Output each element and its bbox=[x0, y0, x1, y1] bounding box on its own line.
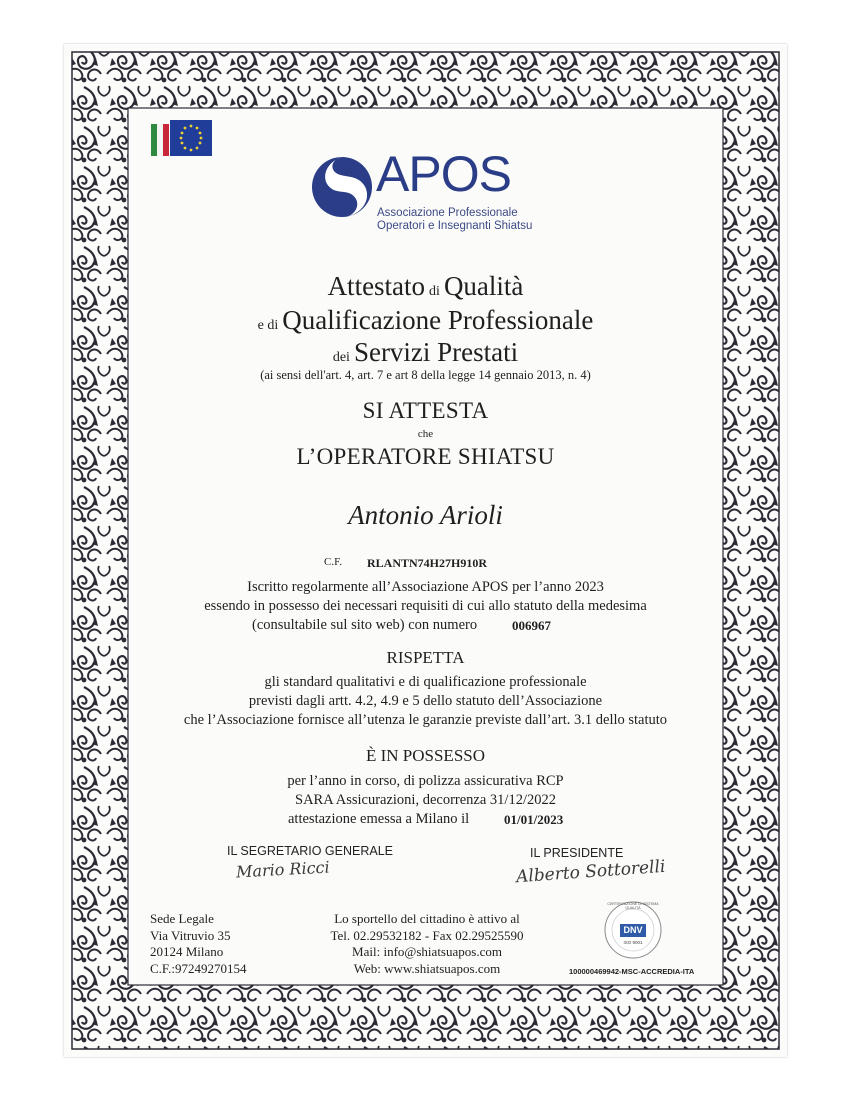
heading-in-possesso: È IN POSSESSO bbox=[365, 746, 486, 765]
secretary-label: IL SEGRETARIO GENERALE bbox=[227, 844, 394, 858]
logo-subtitle-line1: Associazione Professionale bbox=[377, 207, 518, 219]
heading-operatore: L’OPERATORE SHIATSU bbox=[296, 444, 555, 469]
rispetta-line1: gli standard qualitativi e di qualificazione professionale bbox=[264, 674, 587, 690]
registration-line2: essendo in possesso dei necessari requisiti di cui allo statuto della medesima bbox=[204, 598, 647, 614]
rispetta-line2: previsti dagli artt. 4.2, 4.9 e 5 dello statuto dell’Associazione bbox=[248, 693, 603, 709]
title-line3 bbox=[64, 336, 787, 368]
title-word-attestato: Attestato bbox=[327, 271, 426, 301]
cf-value: RLANTN74H27H910R bbox=[367, 556, 488, 570]
contacts bbox=[302, 911, 552, 977]
heading-rispetta: RISPETTA bbox=[386, 648, 465, 667]
possesso-line2: SARA Assicurazioni, decorrenza 31/12/2022 bbox=[295, 792, 556, 808]
seat-line3: 20124 Milano bbox=[150, 944, 224, 959]
word-che: che bbox=[417, 428, 434, 440]
seat-line2: Via Vitruvio 35 bbox=[150, 927, 231, 943]
possesso-line1: per l’anno in corso, di polizza assicurativa RCP bbox=[287, 773, 564, 789]
registration-line3: (consultabile sul sito web) con numero bbox=[252, 617, 478, 633]
member-number: 006967 bbox=[512, 618, 551, 633]
contacts-web: Web: www.shiatsuapos.com bbox=[353, 960, 501, 976]
title-line2 bbox=[64, 304, 787, 336]
certificate-paper bbox=[64, 44, 787, 1057]
cf-label: C.F. bbox=[324, 556, 343, 568]
contacts-mail: Mail: info@shiatsuapos.com bbox=[352, 944, 502, 959]
president-label: IL PRESIDENTE bbox=[530, 846, 624, 860]
rispetta-line3: che l’Associazione fornisce all’utenza le garanzie previste dall’art. 3.1 dello statuto bbox=[183, 712, 668, 728]
holder-name: Antonio Arioli bbox=[348, 500, 503, 530]
president-signature: Alberto Sottorelli bbox=[515, 856, 667, 888]
legal-reference: (ai sensi dell'art. 4, art. 7 e art 8 della legge 14 gennaio 2013, n. 4) bbox=[260, 368, 591, 382]
title-line1 bbox=[64, 270, 787, 302]
title-word-qualita: Qualità bbox=[443, 271, 524, 301]
title-word-qualificazione: Qualificazione Professionale bbox=[282, 305, 594, 335]
cert-code: 100000469942-MSC-ACCREDIA-ITA bbox=[569, 967, 695, 976]
logo-subtitle-line2: Operatori e Insegnanti Shiatsu bbox=[377, 220, 533, 232]
seat-line4: C.F.:97249270154 bbox=[150, 960, 247, 976]
italy-eu-flag bbox=[151, 120, 213, 158]
seat-line1: Sede Legale bbox=[150, 911, 214, 926]
legal-seat bbox=[150, 911, 246, 977]
title-word-servizi: Servizi Prestati bbox=[353, 337, 519, 367]
contacts-line1: Lo sportello del cittadino è attivo al bbox=[334, 911, 520, 926]
issue-date: 01/01/2023 bbox=[504, 812, 564, 827]
cert-top-text: CERTIFICAZIONE DI SISTEMA QUALITÀ bbox=[607, 902, 659, 910]
heading-si-attesta: SI ATTESTA bbox=[362, 398, 489, 423]
title-small-dei: dei bbox=[332, 350, 350, 365]
secretary-signature: Mario Ricci bbox=[235, 857, 331, 882]
logo-name: APOS bbox=[376, 146, 511, 202]
registration-line1: Iscritto regolarmente all’Associazione APOS per l’anno 2023 bbox=[247, 579, 604, 595]
contacts-phone: Tel. 02.29532182 - Fax 02.29525590 bbox=[330, 927, 524, 943]
dnv-cert-badge bbox=[603, 900, 663, 960]
title-small-edi: e di bbox=[257, 318, 279, 333]
logo-subtitle bbox=[377, 207, 532, 233]
cert-brand: DNV bbox=[623, 925, 643, 935]
possesso-line3: attestazione emessa a Milano il bbox=[288, 811, 470, 827]
cert-iso: ISO 9001 bbox=[623, 940, 643, 945]
title-small-di: di bbox=[429, 284, 440, 299]
